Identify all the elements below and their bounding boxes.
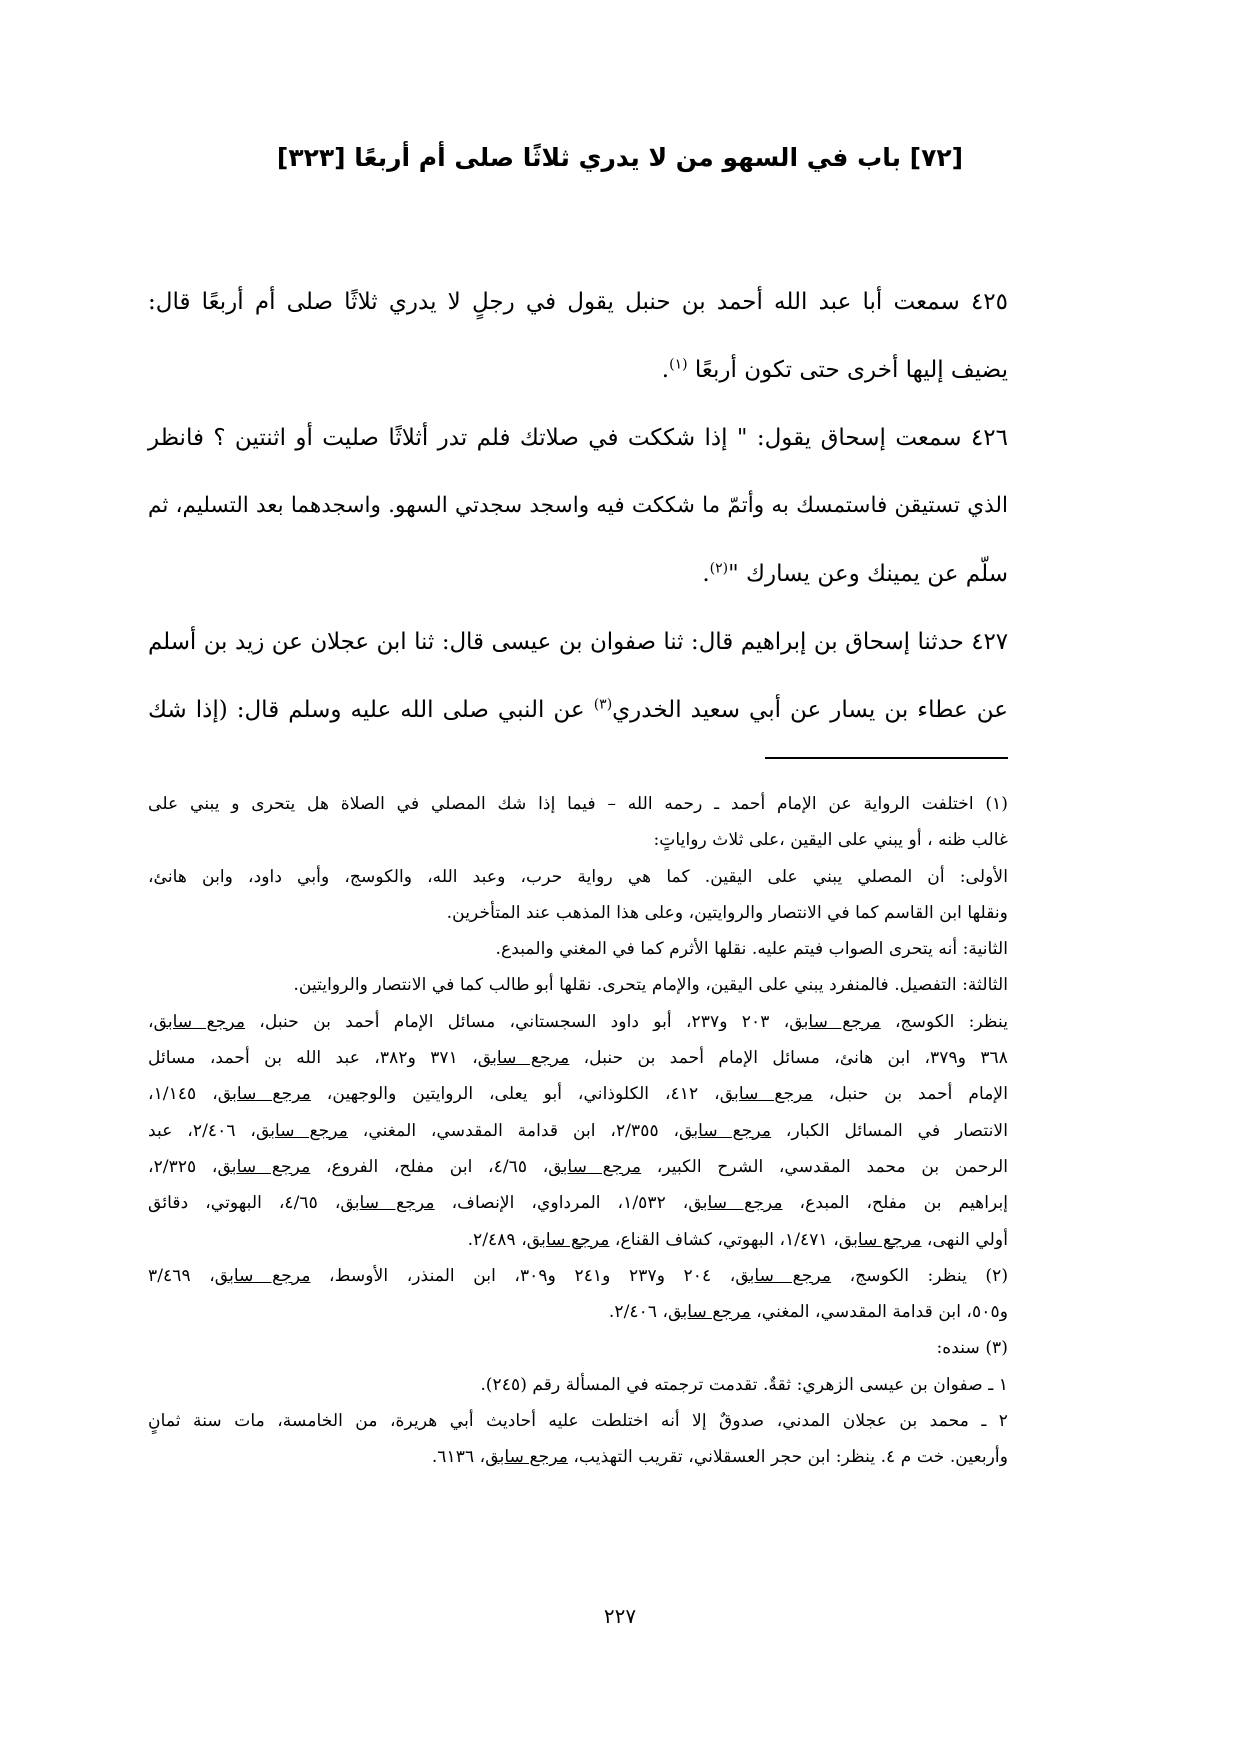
reference-link: مرجع سابق [477, 1048, 570, 1069]
footnote-mark: (٣) [593, 696, 613, 713]
footnote-line: ١ ـ صفوان بن عيسى الزهري: ثقةٌ. تقدمت ترجمته في المسألة رقم (٢٤٥). [480, 1374, 1008, 1395]
body-line [148, 676, 1008, 744]
reference-link: مرجع سابق [153, 1011, 246, 1032]
reference-link: مرجع سابق [217, 1156, 311, 1177]
footnote-line: (٣) سنده: [936, 1338, 1008, 1359]
reference-link: مرجع سابق [838, 1229, 922, 1250]
reference-link: مرجع سابق [668, 1302, 751, 1323]
reference-link: مرجع سابق [255, 1120, 348, 1141]
footnote-line: وأربعين. خت م ٤. ينظر: ابن حجر العسقلاني، تقريب التهذيب، مرجع سابق، ٦١٣٦. [431, 1447, 1008, 1468]
footnote-separator [765, 757, 1008, 759]
chapter-heading: [٧٢] باب في السهو من لا يدري ثلاثًا صلى أم أربعًا [٣٢٣] [276, 143, 964, 172]
footnote-line: الأولى: أن المصلي يبني على اليقين. كما هي رواية حرب، وعبد الله، والكوسج، وأبي داود، وابن هانئ، [148, 866, 1008, 887]
footnote-line: إبراهيم بن مفلح، المبدع، مرجع سابق، ١/٥٣٢، المرداوي، الإنصاف، مرجع سابق، ٤/٦٥، البهوتي، دقائق [148, 1193, 1009, 1214]
body-line [148, 336, 1008, 404]
period: . [702, 561, 710, 587]
reference-link: مرجع سابق [526, 1229, 610, 1250]
body-line: ٤٢٦ سمعت إسحاق يقول: " إذا شككت في صلاتك فلم تدر أثلاثًا صليت أو اثنتين ؟ فانظر [148, 425, 1008, 451]
body-line-text: عن عطاء بن يسار عن أبي سعيد الخدري [612, 697, 1008, 723]
reference-link: مرجع سابق [789, 1011, 881, 1032]
footnote-line: الإمام أحمد بن حنبل، مرجع سابق، ٤١٢، الكلوذاني، أبو يعلى، الروايتين والوجهين، مرجع سابق، ١/١٤٥، [148, 1084, 1008, 1105]
reference-link: مرجع سابق [214, 1265, 311, 1286]
main-text [148, 268, 1008, 744]
footnote-line: الثانية: أنه يتحرى الصواب فيتم عليه. نقلها الأثرم كما في المغني والمبدع. [495, 939, 1008, 960]
footnote-line: ينظر: الكوسج، مرجع سابق، ٢٠٣ و٢٣٧، أبو داود السجستاني، مسائل الإمام أحمد بن حنبل، مرجع سابق، [148, 1011, 1008, 1032]
body-line: الذي تستيقن فاستمسك به وأتمّ ما شككت فيه واسجد سجدتي السهو. واسجدهما بعد التسليم، ثم [148, 493, 1008, 518]
footnote-line: (٢) ينظر: الكوسج، مرجع سابق، ٢٠٤ و٢٣٧ و٢٤١ و٣٠٩، ابن المنذر، الأوسط، مرجع سابق، ٣/٤٦٩ [148, 1265, 1009, 1286]
footnote-line: ٣٦٨ و٣٧٩، ابن هانئ، مسائل الإمام أحمد بن حنبل، مرجع سابق، ٣٧١ و٣٨٢، عبد الله بن أحمد، مسائل [148, 1048, 1009, 1069]
reference-link: مرجع سابق [340, 1193, 435, 1214]
body-line-text: يضيف إليها أخرى حتى تكون أربعًا [694, 357, 1008, 383]
footnote-line: الثالثة: التفصيل. فالمنفرد يبني على اليقين، والإمام يتحرى. نقلها أبو طالب كما في الانتصار والروايتين. [293, 975, 1008, 996]
footnote-mark: (١) [669, 356, 688, 373]
footnote-line: الرحمن بن محمد المقدسي، الشرح الكبير، مرجع سابق، ٤/٦٥، ابن مفلح، الفروع، مرجع سابق، ٢/٣٢٥، [148, 1156, 1008, 1177]
reference-link: مرجع سابق [679, 1120, 772, 1141]
body-line-text: سلّم عن يمينك وعن يسارك " [728, 561, 1008, 587]
page-number: ٢٢٧ [603, 1604, 637, 1628]
body-line: ٤٢٥ سمعت أبا عبد الله أحمد بن حنبل يقول في رجلٍ لا يدري ثلاثًا صلى أم أربعًا قال: [148, 289, 1008, 315]
footnote-line: أولي النهى، مرجع سابق، ١/٤٧١، البهوتي، كشاف القناع، مرجع سابق، ٢/٤٨٩. [467, 1229, 1008, 1250]
footnotes [148, 786, 1008, 1476]
footnote-line: الانتصار في المسائل الكبار، مرجع سابق، ٢/٣٥٥، ابن قدامة المقدسي، المغني، مرجع سابق، ٢/٤٠٦، عبد [148, 1120, 1008, 1141]
body-line: ٤٢٧ حدثنا إسحاق بن إبراهيم قال: ثنا صفوان بن عيسى قال: ثنا ابن عجلان عن زيد بن أسلم [148, 629, 1008, 655]
period: . [661, 357, 670, 383]
footnote-mark: (٢) [709, 560, 729, 577]
reference-link: مرجع سابق [719, 1084, 813, 1105]
footnote-line: ونقلها ابن القاسم كما في الانتصار والروايتين، وعلى هذا المذهب عند المتأخرين. [446, 902, 1008, 923]
body-line [148, 540, 1008, 608]
reference-link: مرجع سابق [217, 1084, 311, 1105]
reference-link: مرجع سابق [548, 1156, 642, 1177]
footnote-line: ٢ ـ محمد بن عجلان المدني، صدوقٌ إلا أنه اختلطت عليه أحاديث أبي هريرة، من الخامسة، مات سنة ثمانٍ [148, 1411, 1008, 1432]
reference-link: مرجع سابق [485, 1447, 568, 1468]
body-line-text: عن النبي صلى الله عليه وسلم قال: (إذا شك [148, 697, 585, 723]
footnote-line: غالب ظنه ، أو يبني على اليقين ،على ثلاث رواياتٍ: [653, 830, 1008, 851]
reference-link: مرجع سابق [735, 1265, 832, 1286]
footnote-line: و٥٠٥، ابن قدامة المقدسي، المغني، مرجع سابق، ٢/٤٠٦. [608, 1302, 1008, 1323]
reference-link: مرجع سابق [688, 1193, 783, 1214]
footnote-line: (١) اختلفت الرواية عن الإمام أحمد ـ رحمه الله – فيما إذا شك المصلي في الصلاة هل يتحرى و يبني على [148, 794, 1008, 814]
